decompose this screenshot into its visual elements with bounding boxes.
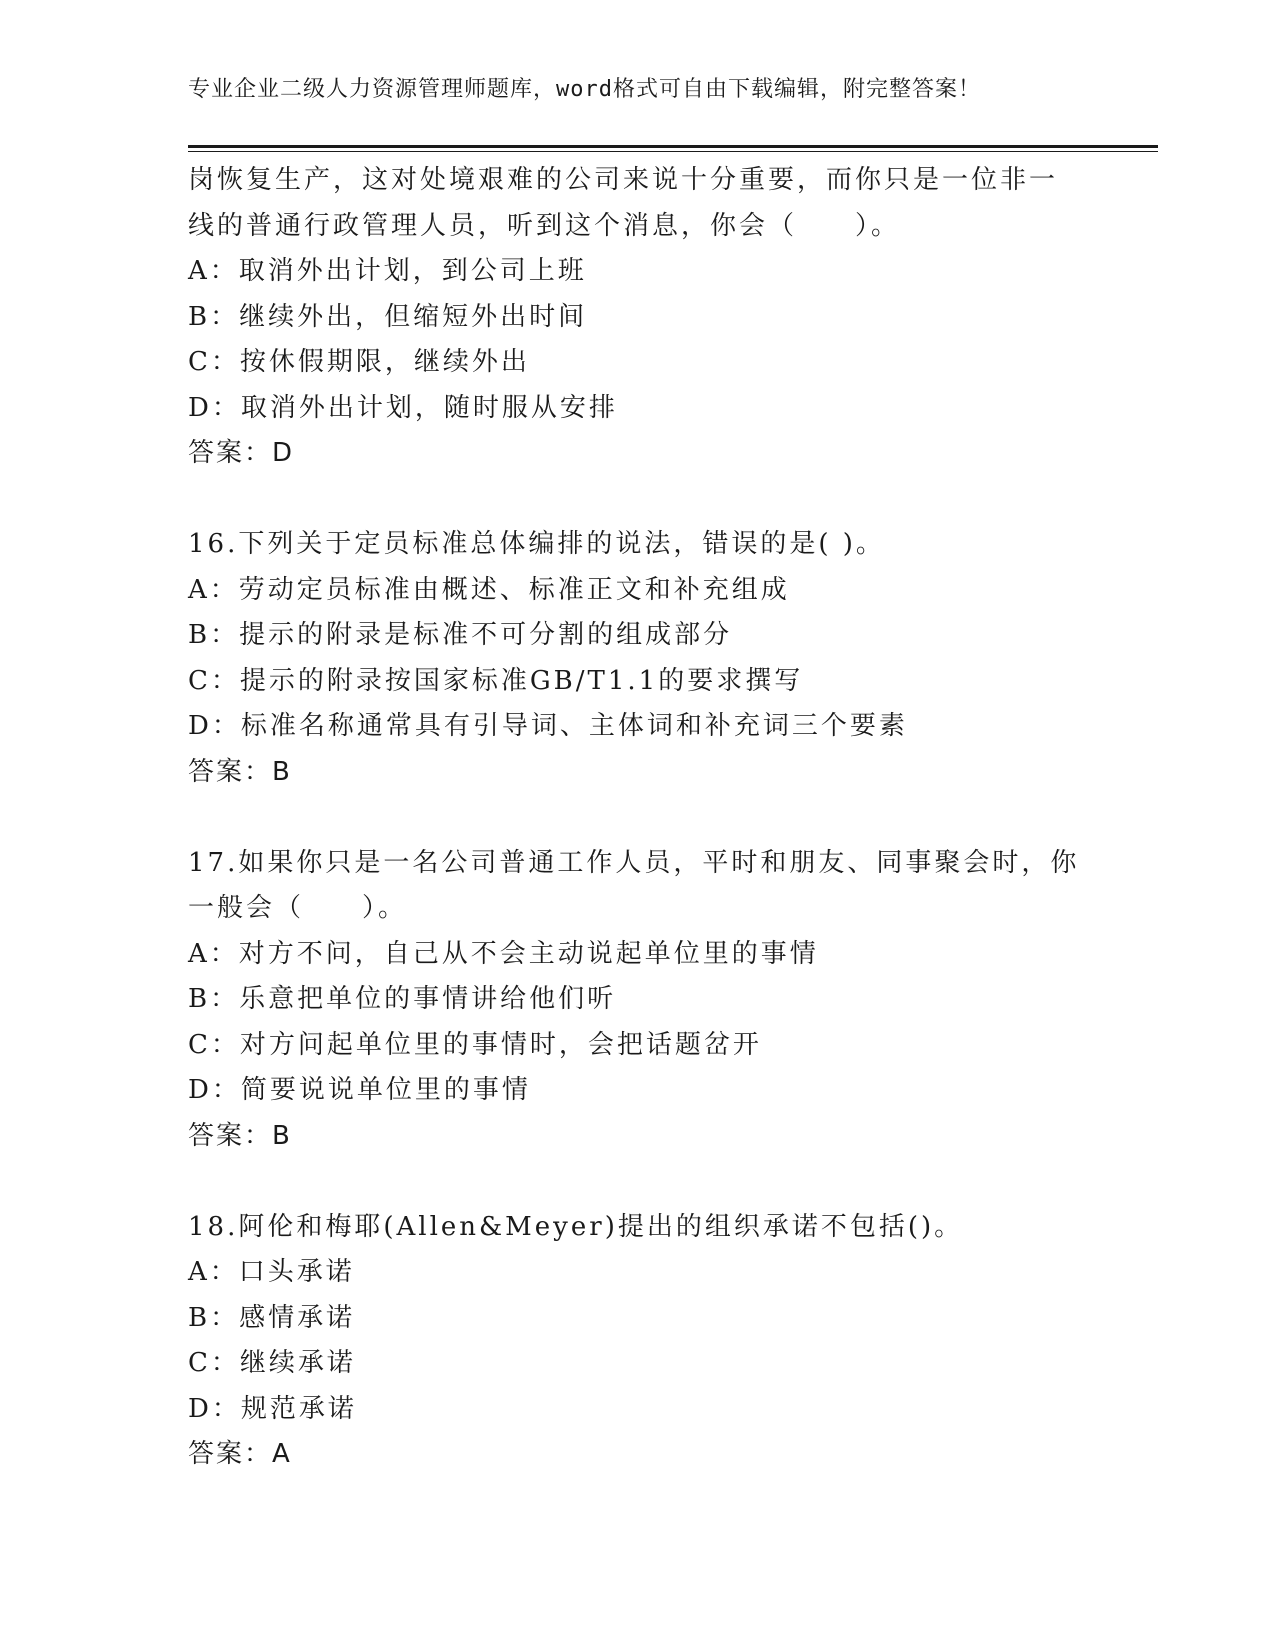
question-text-line: 岗恢复生产，这对处境艰难的公司来说十分重要，而你只是一位非一 — [188, 165, 1059, 195]
spacer — [188, 1159, 1108, 1205]
header-rule-thick — [188, 145, 1158, 148]
spacer — [188, 477, 1108, 523]
question-text-line: 一般会（ ）。 — [188, 893, 408, 923]
page-header: 专业企业二级人力资源管理师题库，word格式可自由下载编辑，附完整答案！ — [188, 77, 981, 102]
option-b: B：感情承诺 — [188, 1302, 356, 1333]
spacer — [188, 795, 1108, 841]
question-15-continuation — [188, 158, 1108, 477]
answer-line: 答案：D — [188, 438, 295, 468]
option-b: B：乐意把单位的事情讲给他们听 — [188, 984, 617, 1014]
option-a: A：取消外出计划，到公司上班 — [188, 256, 587, 286]
question-16 — [188, 522, 1108, 795]
question-18 — [188, 1205, 1108, 1478]
question-text-line: 18.阿伦和梅耶(Allen&Meyer)提出的组织承诺不包括()。 — [188, 1211, 964, 1242]
option-a: A：口头承诺 — [188, 1257, 355, 1287]
option-c: C：继续承诺 — [188, 1348, 356, 1378]
question-17 — [188, 841, 1108, 1160]
answer-line: 答案：A — [188, 1439, 292, 1469]
option-c: C：按休假期限，继续外出 — [188, 347, 530, 377]
option-c: C：提示的附录按国家标准GB/T1.1的要求撰写 — [188, 665, 804, 696]
header-rule-thin — [188, 151, 1158, 152]
question-text-line: 线的普通行政管理人员，听到这个消息，你会（ ）。 — [188, 210, 901, 241]
answer-line: 答案：B — [188, 1120, 292, 1151]
question-text-line: 17.如果你只是一名公司普通工作人员，平时和朋友、同事聚会时，你 — [188, 847, 1080, 878]
option-d: D：取消外出计划，随时服从安排 — [188, 392, 618, 423]
option-a: A：对方不问，自己从不会主动说起单位里的事情 — [188, 938, 819, 969]
answer-line: 答案：B — [188, 756, 292, 787]
option-b: B：提示的附录是标准不可分割的组成部分 — [188, 620, 733, 650]
option-d: D：标准名称通常具有引导词、主体词和补充词三个要素 — [188, 711, 908, 741]
option-b: B：继续外出，但缩短外出时间 — [188, 301, 588, 332]
option-d: D：简要说说单位里的事情 — [188, 1075, 531, 1105]
option-c: C：对方问起单位里的事情时，会把话题岔开 — [188, 1029, 762, 1060]
question-text-line: 16.下列关于定员标准总体编排的说法，错误的是( )。 — [188, 529, 885, 559]
question-content — [188, 158, 1108, 1478]
option-a: A：劳动定员标准由概述、标准正文和补充组成 — [188, 574, 790, 605]
option-d: D：规范承诺 — [188, 1393, 357, 1424]
